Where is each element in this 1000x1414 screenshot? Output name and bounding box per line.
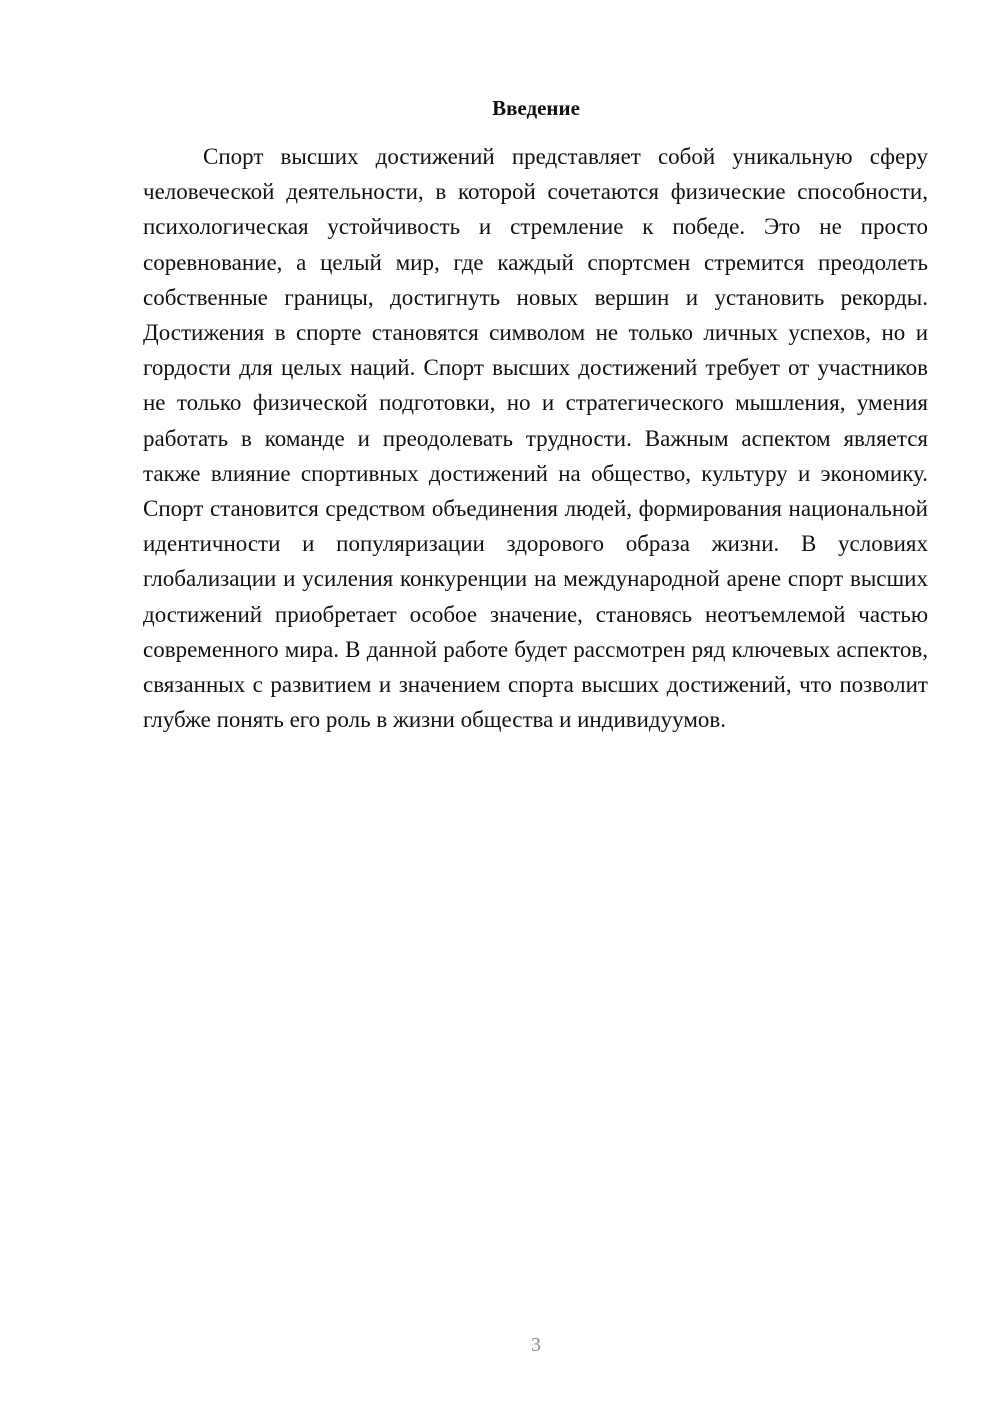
- body-paragraph: Спорт высших достижений представляет собой уникальную сферу человеческой деятельности, в которой сочетаются физические способности, психологическая устойчивость и стремление к победе. Это не просто соревнование, а целый мир, где каждый спортсмен стремится преодолеть собственные границы, достигнуть новых вершин и установить рекорды. Достижения в спорте становятся символом не только личных успехов, но и гордости для целых наций. Спорт высших достижений требует от участников не только физической подготовки, но и стратегического мышления, умения работать в команде и преодолевать трудности. Важным аспектом является также влияние спортивных достижений на общество, культуру и экономику. Спорт становится средством объединения людей, формирования национальной идентичности и популяризации здорового образа жизни. В условиях глобализации и усиления конкуренции на международной арене спорт высших достижений приобретает особое значение, становясь неотъемлемой частью современного мира. В данной работе будет рассмотрен ряд ключевых аспектов, связанных с развитием и значением спорта высших достижений, что позволит глубже понять его роль в жизни общества и индивидуумов.: [143, 144, 928, 733]
- page-number: 3: [531, 1334, 541, 1356]
- section-title: Введение: [492, 96, 580, 120]
